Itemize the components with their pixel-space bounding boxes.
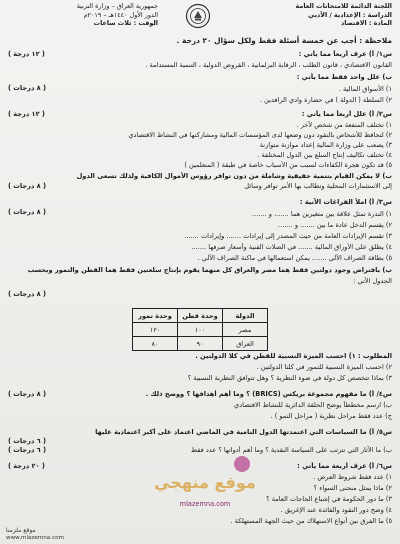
header-round-line: الدور الأول ١٤٤٠هـ – ٢٠١٩م	[83, 10, 158, 19]
q6-item3: ٣) ما دور الحكومة في إشباع الحاجات العامة ؟	[266, 495, 392, 503]
header-subject-line: المادة : الاقتصاد	[340, 19, 392, 28]
q3-required-1: المطلوب : ١) احسب الميزة النسبية للقطن في كلا الدولتين .	[195, 352, 392, 360]
q3-b-prompt: ب) بافتراض وجود دولتين فقط هما مصر والعراق كل منهما يقوم بإنتاج سلعتين فقط هما القطن والتمور وبحسب	[27, 266, 392, 274]
q3-required-3: ٣) بماذا تتخصص كل دولة في ضوء النظرية ؟ وهل تتوافق النظرية النسبية ؟	[187, 374, 392, 382]
q4-c-prompt: ج) عدد فقط مراحل نظرية ( مراحل النمو ) .	[270, 412, 392, 420]
q2-a-item2: ٢) لتحافظ للأشخاص بالنقود دون وضعها لدى المؤسسات المالية ومشاركتها في النشاط الاقتصادي	[128, 131, 392, 139]
q6-prompt: س٦/ أ) عرف أربعة مما يأتي :	[297, 462, 392, 470]
table-cell: مصر	[223, 323, 268, 337]
q3-a-prompt: س٣/ أ) املأ الفراغات الآتية :	[299, 198, 392, 206]
watermark-corner-url: www.mlazemna.com	[6, 535, 64, 541]
q6-mark: ( ٢٠ درجة )	[8, 462, 45, 470]
watermark-logo-text: موقع منهجي	[154, 473, 256, 492]
q6-item2: ٢) ماذا يمثل منحنى السواء ؟	[313, 484, 392, 492]
header-committee-line: اللجنة الدائمة للامتحانات العامة	[295, 2, 392, 10]
watermark-url: mlazemna.com	[179, 500, 231, 508]
q4-a-mark: ( ٨ درجات )	[8, 390, 46, 398]
table-header-cell: وحدة تمور	[133, 309, 178, 323]
q1-b-item1: ١) الأسواق المالية .	[338, 85, 392, 93]
q2-a-mark: ( ١٢ درجة )	[8, 110, 45, 118]
table-row	[133, 323, 268, 337]
table-row	[133, 337, 268, 351]
table-cell: ٨٠	[133, 337, 178, 351]
q3-a-item5: ٥) بطاقة الصراف الآلي ....... يمكن استعمالها في ماكنة الصراف الآلي .	[197, 254, 392, 262]
table-header-row	[133, 309, 268, 323]
q4-a-prompt: س٤/ أ) ما مفهوم مجموعة بريكس (BRICS) ؟ وما أهم أهدافها ؟ ووضح ذلك .	[145, 390, 392, 398]
q1-a-mark: ( ١٢ درجة )	[8, 50, 45, 58]
q4-b-prompt: ب) ارسم مخططاً يوضح الحلقة الدائرية للنشاط الاقتصادي	[234, 401, 392, 409]
q3-a-item2: ٢) يقسم الدخل عادة ما بين ....... و .......	[278, 221, 392, 229]
q5-a-prompt: س٥/ أ) ما السياسات التي اعتمدتها الدول النامية في الماضي اعتماد على أكبر اعتمادية عليها	[95, 428, 392, 436]
q6-item5: ٥) ما الفرق بين أنواع الاستهلاك من حيث الجهة المستهلكة .	[230, 517, 392, 525]
q3-b-continuation: الجدول الآتي :	[353, 277, 392, 285]
q2-a-item3: ٣) يصعب على وزارة المالية إعداد موازنة متوازنة	[259, 141, 392, 149]
q3-a-item4: ٤) يطلق على الأوراق المالية ....... في الصلات الفنية وأسعار صرفها .......	[191, 243, 392, 251]
table-cell: العراق	[223, 337, 268, 351]
q3-b-mark: ( ٨ درجات )	[8, 290, 46, 298]
q1-b-prompt: ب) علل واحد فقط مما يأتي :	[296, 73, 392, 81]
q2-a-prompt: س٢/ أ) علل أربعاً مما يأتي :	[301, 110, 392, 118]
q6-item1: ١) عدد فقط شروط العرض .	[313, 473, 392, 481]
exam-note: ملاحظة : أجب عن خمسة أسئلة فقط ولكل سؤال ٢٠ درجة .	[176, 36, 392, 45]
table-cell: ٩٠	[178, 337, 223, 351]
q2-a-item1: ١) تختلف المنفعة من شخص لآخر .	[296, 121, 392, 129]
header-time-line: الوقت : ثلاث ساعات	[93, 19, 158, 28]
header-country-date	[8, 2, 158, 28]
q2-a-item5: ٥) قد تكون هجرة الكفاءات لسبب من الأسباب خاصة في طبقة ( المتعلمين )	[184, 161, 392, 169]
table-header-cell: الدولة	[223, 309, 268, 323]
q2-b-continuation: إلى الاستثمارات المحلية وتطالب بها الأمر توافر وسائل	[244, 182, 392, 190]
q1-b-mark: ( ٨ درجات )	[8, 84, 46, 92]
q1-a-terms: القانون الاقتصادي ، قانون الطلب ، الرقابة البرلمانية ، القروض الدولية ، التنمية المستدامة .	[145, 61, 392, 69]
header-country-line: جمهورية العراق – وزارة التربية	[76, 2, 158, 10]
q2-a-item4: ٤) تختلف تكاليف إنتاج السلع بين الدول المختلفة .	[257, 151, 392, 159]
q6-item4: ٤) وضح دور النقود والفائدة عند الإغريق .	[280, 506, 392, 514]
q3-required-2: ٢) احسب الميزة النسبية للتمور في كلتا الدولتين .	[256, 363, 392, 371]
header-study-line: الدراسة : الإعدادية / الأدبي	[308, 10, 392, 19]
emblem-icon	[185, 3, 211, 29]
q5-b-mark: ( ٦ درجات )	[8, 446, 46, 454]
table-header-cell: وحدة قطن	[178, 309, 223, 323]
header-ministry-committee	[242, 2, 392, 28]
q2-b-prompt: ب) لا يمكن القيام بتنمية حقيقية وشاملة من دون توافر رؤوس الأموال الكافية ولذلك تسعى الدول	[76, 172, 392, 180]
q5-b-prompt: ب) ما الآثار التي تترتب على السياسة النقدية ؟ وما أهم أدواتها ؟ عدد فقط	[191, 446, 392, 454]
q3-a-item1: ١) الندرة تمثل علاقة بين متغيرين هما ....... و .......	[252, 210, 392, 218]
table-cell: ١٠٠	[178, 323, 223, 337]
q2-b-mark: ( ٨ درجات )	[8, 182, 46, 190]
q3-a-item3: ٣) تقسم الإيرادات العامة من حيث المصدر إلى إيرادات ....... وإيرادات .......	[184, 232, 392, 240]
q5-a-mark: ( ٦ درجات )	[8, 437, 46, 445]
watermark-corner-label: موقع ملزمنا	[6, 527, 36, 534]
q1-b-item2: ٢) السلطة ( الدولة ) في حضارة وادي الرافدين .	[259, 96, 392, 104]
q3-a-mark: ( ٨ درجات )	[8, 208, 46, 216]
table-cell: ١٢٠	[133, 323, 178, 337]
comparative-advantage-table	[132, 308, 268, 351]
watermark-logo-icon	[150, 452, 260, 502]
q1-a-prompt: س١/ أ) عرف أربعاً مما يأتي :	[298, 50, 392, 58]
